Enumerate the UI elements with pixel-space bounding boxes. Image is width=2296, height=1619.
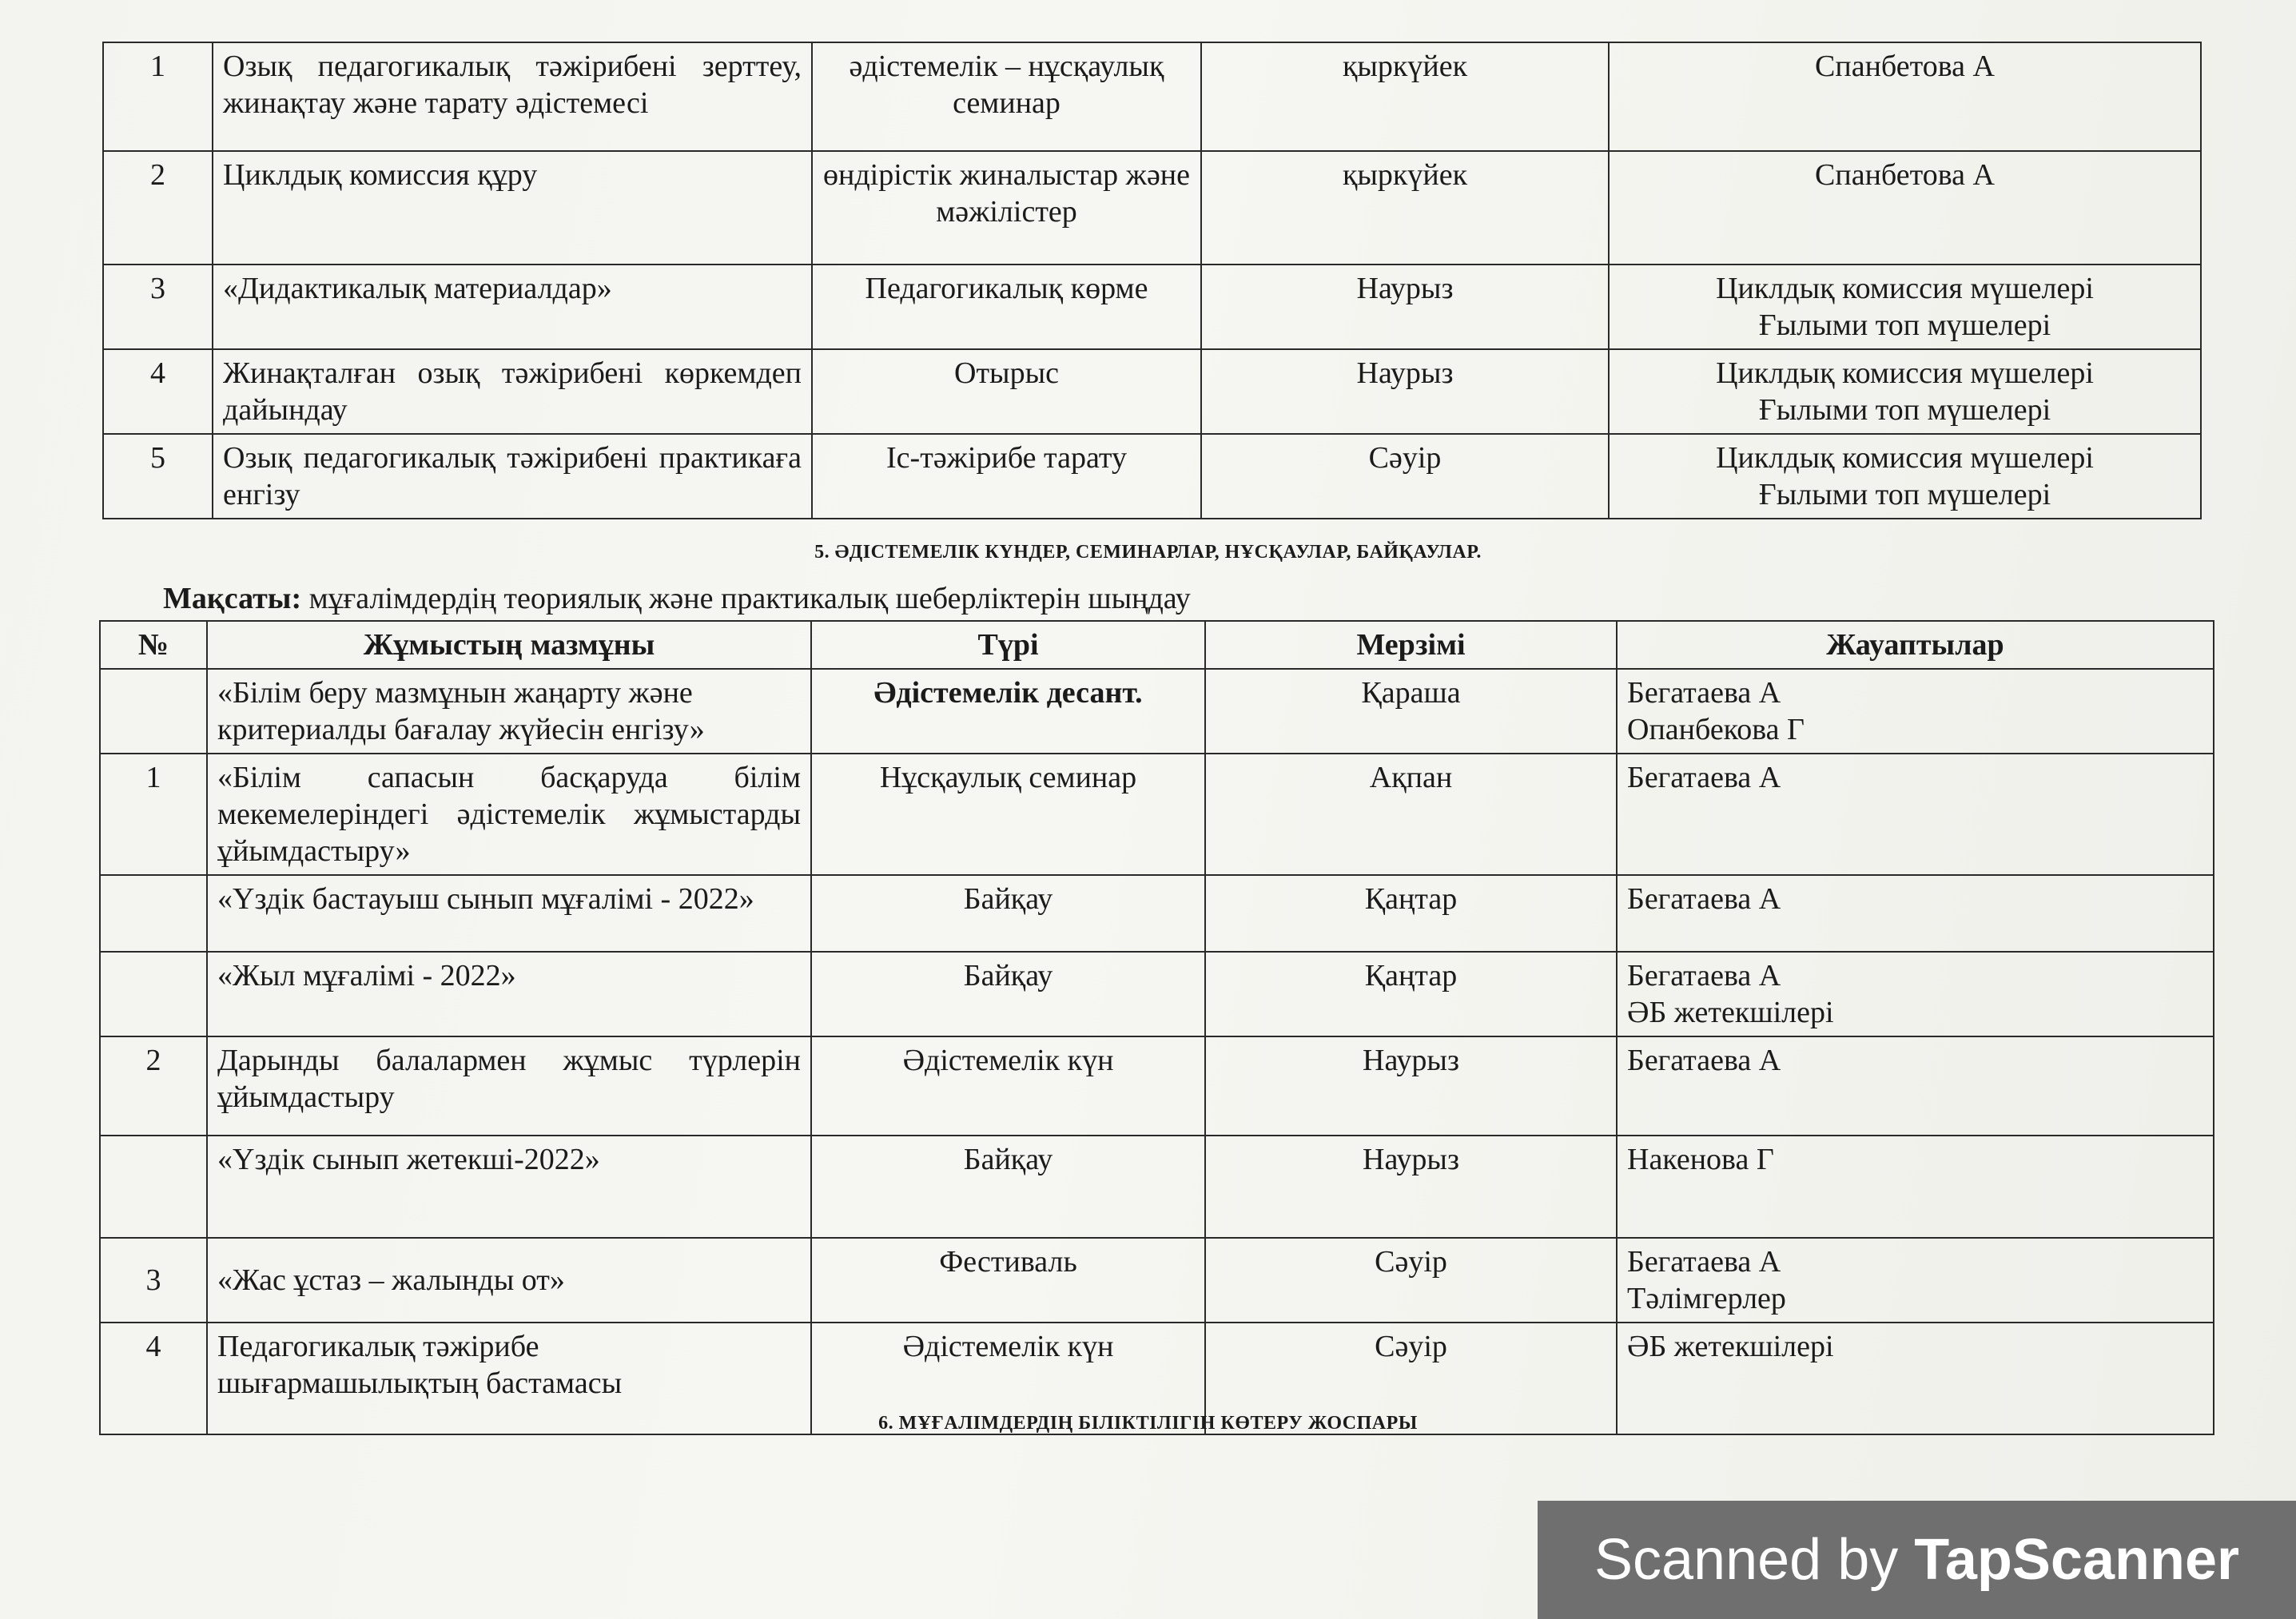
goal-label: Мақсаты: <box>163 582 302 615</box>
row-number <box>100 952 207 1036</box>
table-row <box>103 265 2201 349</box>
table-row <box>103 434 2201 519</box>
row-content: Педагогикалық тәжірибе шығармашылықтың бастамасы <box>207 1323 811 1434</box>
header-date: Мерзімі <box>1205 621 1617 669</box>
row-responsible: Спанбетова А <box>1609 151 2201 265</box>
row-type: әдістемелік – нұсқаулық семинар <box>812 42 1201 151</box>
row-date: Наурыз <box>1205 1136 1617 1238</box>
row-type: Әдістемелік десант. <box>811 669 1205 754</box>
row-content: «Жыл мұғалімі - 2022» <box>207 952 811 1036</box>
header-content: Жұмыстың мазмұны <box>207 621 811 669</box>
table-header-row <box>100 621 2214 669</box>
row-date: Наурыз <box>1205 1036 1617 1136</box>
row-content: «Білім беру мазмұнын жаңарту және критериалды бағалау жүйесін енгізу» <box>207 669 811 754</box>
row-date: қыркүйек <box>1201 42 1609 151</box>
watermark-brand: TapScanner <box>1914 1528 2240 1592</box>
row-number: 3 <box>103 265 213 349</box>
section-6-heading: 6. МҰҒАЛІМДЕРДІҢ БІЛІКТІЛІГІН КӨТЕРУ ЖОСПАРЫ <box>878 1413 1418 1434</box>
row-responsible: Спанбетова А <box>1609 42 2201 151</box>
row-responsible: Бегатаева А <box>1617 1036 2214 1136</box>
row-responsible: Циклдық комиссия мүшелері Ғылыми топ мүшелері <box>1609 349 2201 434</box>
row-type: Әдістемелік күн <box>811 1036 1205 1136</box>
row-content: «Дидактикалық материалдар» <box>213 265 812 349</box>
row-date: Сәуір <box>1205 1238 1617 1323</box>
goal-text: мұғалімдердің теориялық және практикалық шеберліктерін шыңдау <box>301 582 1191 615</box>
section-5-heading: 5. ӘДІСТЕМЕЛІК КҮНДЕР, СЕМИНАРЛАР, НҰСҚАУЛАР, БАЙҚАУЛАР. <box>814 542 1482 563</box>
row-number <box>100 669 207 754</box>
table-row <box>100 952 2214 1036</box>
row-number: 3 <box>100 1238 207 1323</box>
header-type: Түрі <box>811 621 1205 669</box>
row-responsible: Бегатаева А Опанбекова Г <box>1617 669 2214 754</box>
row-content: Дарынды балалармен жұмыс түрлерін ұйымдастыру <box>207 1036 811 1136</box>
table-row <box>100 1036 2214 1136</box>
table-row <box>100 1238 2214 1323</box>
header-number: № <box>100 621 207 669</box>
row-number: 5 <box>103 434 213 519</box>
row-type: Байқау <box>811 1136 1205 1238</box>
row-date: қыркүйек <box>1201 151 1609 265</box>
header-responsible: Жауаптылар <box>1617 621 2214 669</box>
watermark-prefix: Scanned by <box>1594 1528 1915 1592</box>
table-row <box>100 1136 2214 1238</box>
methodical-events-table <box>99 620 2214 1435</box>
row-number: 1 <box>103 42 213 151</box>
row-responsible: Бегатаева А ӘБ жетекшілері <box>1617 952 2214 1036</box>
row-content: Озық педагогикалық тәжірибені зерттеу, жинақтау және тарату әдістемесі <box>213 42 812 151</box>
scanner-watermark <box>1538 1501 2296 1619</box>
row-date: Қараша <box>1205 669 1617 754</box>
row-date: Наурыз <box>1201 349 1609 434</box>
row-type: Фестиваль <box>811 1238 1205 1323</box>
row-content: «Білім сапасын басқаруда білім мекемелеріндегі әдістемелік жұмыстарды ұйымдастыру» <box>207 754 811 875</box>
row-number: 2 <box>103 151 213 265</box>
row-responsible: Бегатаева А Тәлімгерлер <box>1617 1238 2214 1323</box>
row-number: 2 <box>100 1036 207 1136</box>
row-content: «Үздік бастауыш сынып мұғалімі - 2022» <box>207 875 811 952</box>
row-type: Іс-тәжірибе тарату <box>812 434 1201 519</box>
row-type: Нұсқаулық семинар <box>811 754 1205 875</box>
row-date: Ақпан <box>1205 754 1617 875</box>
table-row <box>103 349 2201 434</box>
row-date: Наурыз <box>1201 265 1609 349</box>
row-responsible: Бегатаева А <box>1617 754 2214 875</box>
row-content: Жинақталған озық тәжірибені көркемдеп дайындау <box>213 349 812 434</box>
table-row <box>103 151 2201 265</box>
section-5-goal <box>163 580 1191 617</box>
row-type: Отырыс <box>812 349 1201 434</box>
row-responsible: Бегатаева А <box>1617 875 2214 952</box>
row-number <box>100 875 207 952</box>
row-number: 4 <box>103 349 213 434</box>
table-row <box>100 754 2214 875</box>
table-row <box>103 42 2201 151</box>
row-responsible: ӘБ жетекшілері <box>1617 1323 2214 1434</box>
row-date: Қаңтар <box>1205 952 1617 1036</box>
row-responsible: Циклдық комиссия мүшелері Ғылыми топ мүшелері <box>1609 265 2201 349</box>
table-row <box>100 669 2214 754</box>
activities-table <box>102 42 2202 519</box>
row-type: Педагогикалық көрме <box>812 265 1201 349</box>
row-date: Сәуір <box>1201 434 1609 519</box>
row-content: «Үздік сынып жетекші-2022» <box>207 1136 811 1238</box>
row-number <box>100 1136 207 1238</box>
row-content: Циклдық комиссия құру <box>213 151 812 265</box>
row-type: Байқау <box>811 952 1205 1036</box>
table-row <box>100 875 2214 952</box>
row-responsible: Накенова Г <box>1617 1136 2214 1238</box>
row-number: 1 <box>100 754 207 875</box>
row-responsible: Циклдық комиссия мүшелері Ғылыми топ мүшелері <box>1609 434 2201 519</box>
row-date: Сәуір <box>1205 1323 1617 1434</box>
row-number: 4 <box>100 1323 207 1434</box>
row-type: Байқау <box>811 875 1205 952</box>
row-content: «Жас ұстаз – жалынды от» <box>207 1238 811 1323</box>
row-type: өндірістік жиналыстар және мәжілістер <box>812 151 1201 265</box>
row-content: Озық педагогикалық тәжірибені практикаға енгізу <box>213 434 812 519</box>
row-date: Қаңтар <box>1205 875 1617 952</box>
row-type: Әдістемелік күн <box>811 1323 1205 1434</box>
